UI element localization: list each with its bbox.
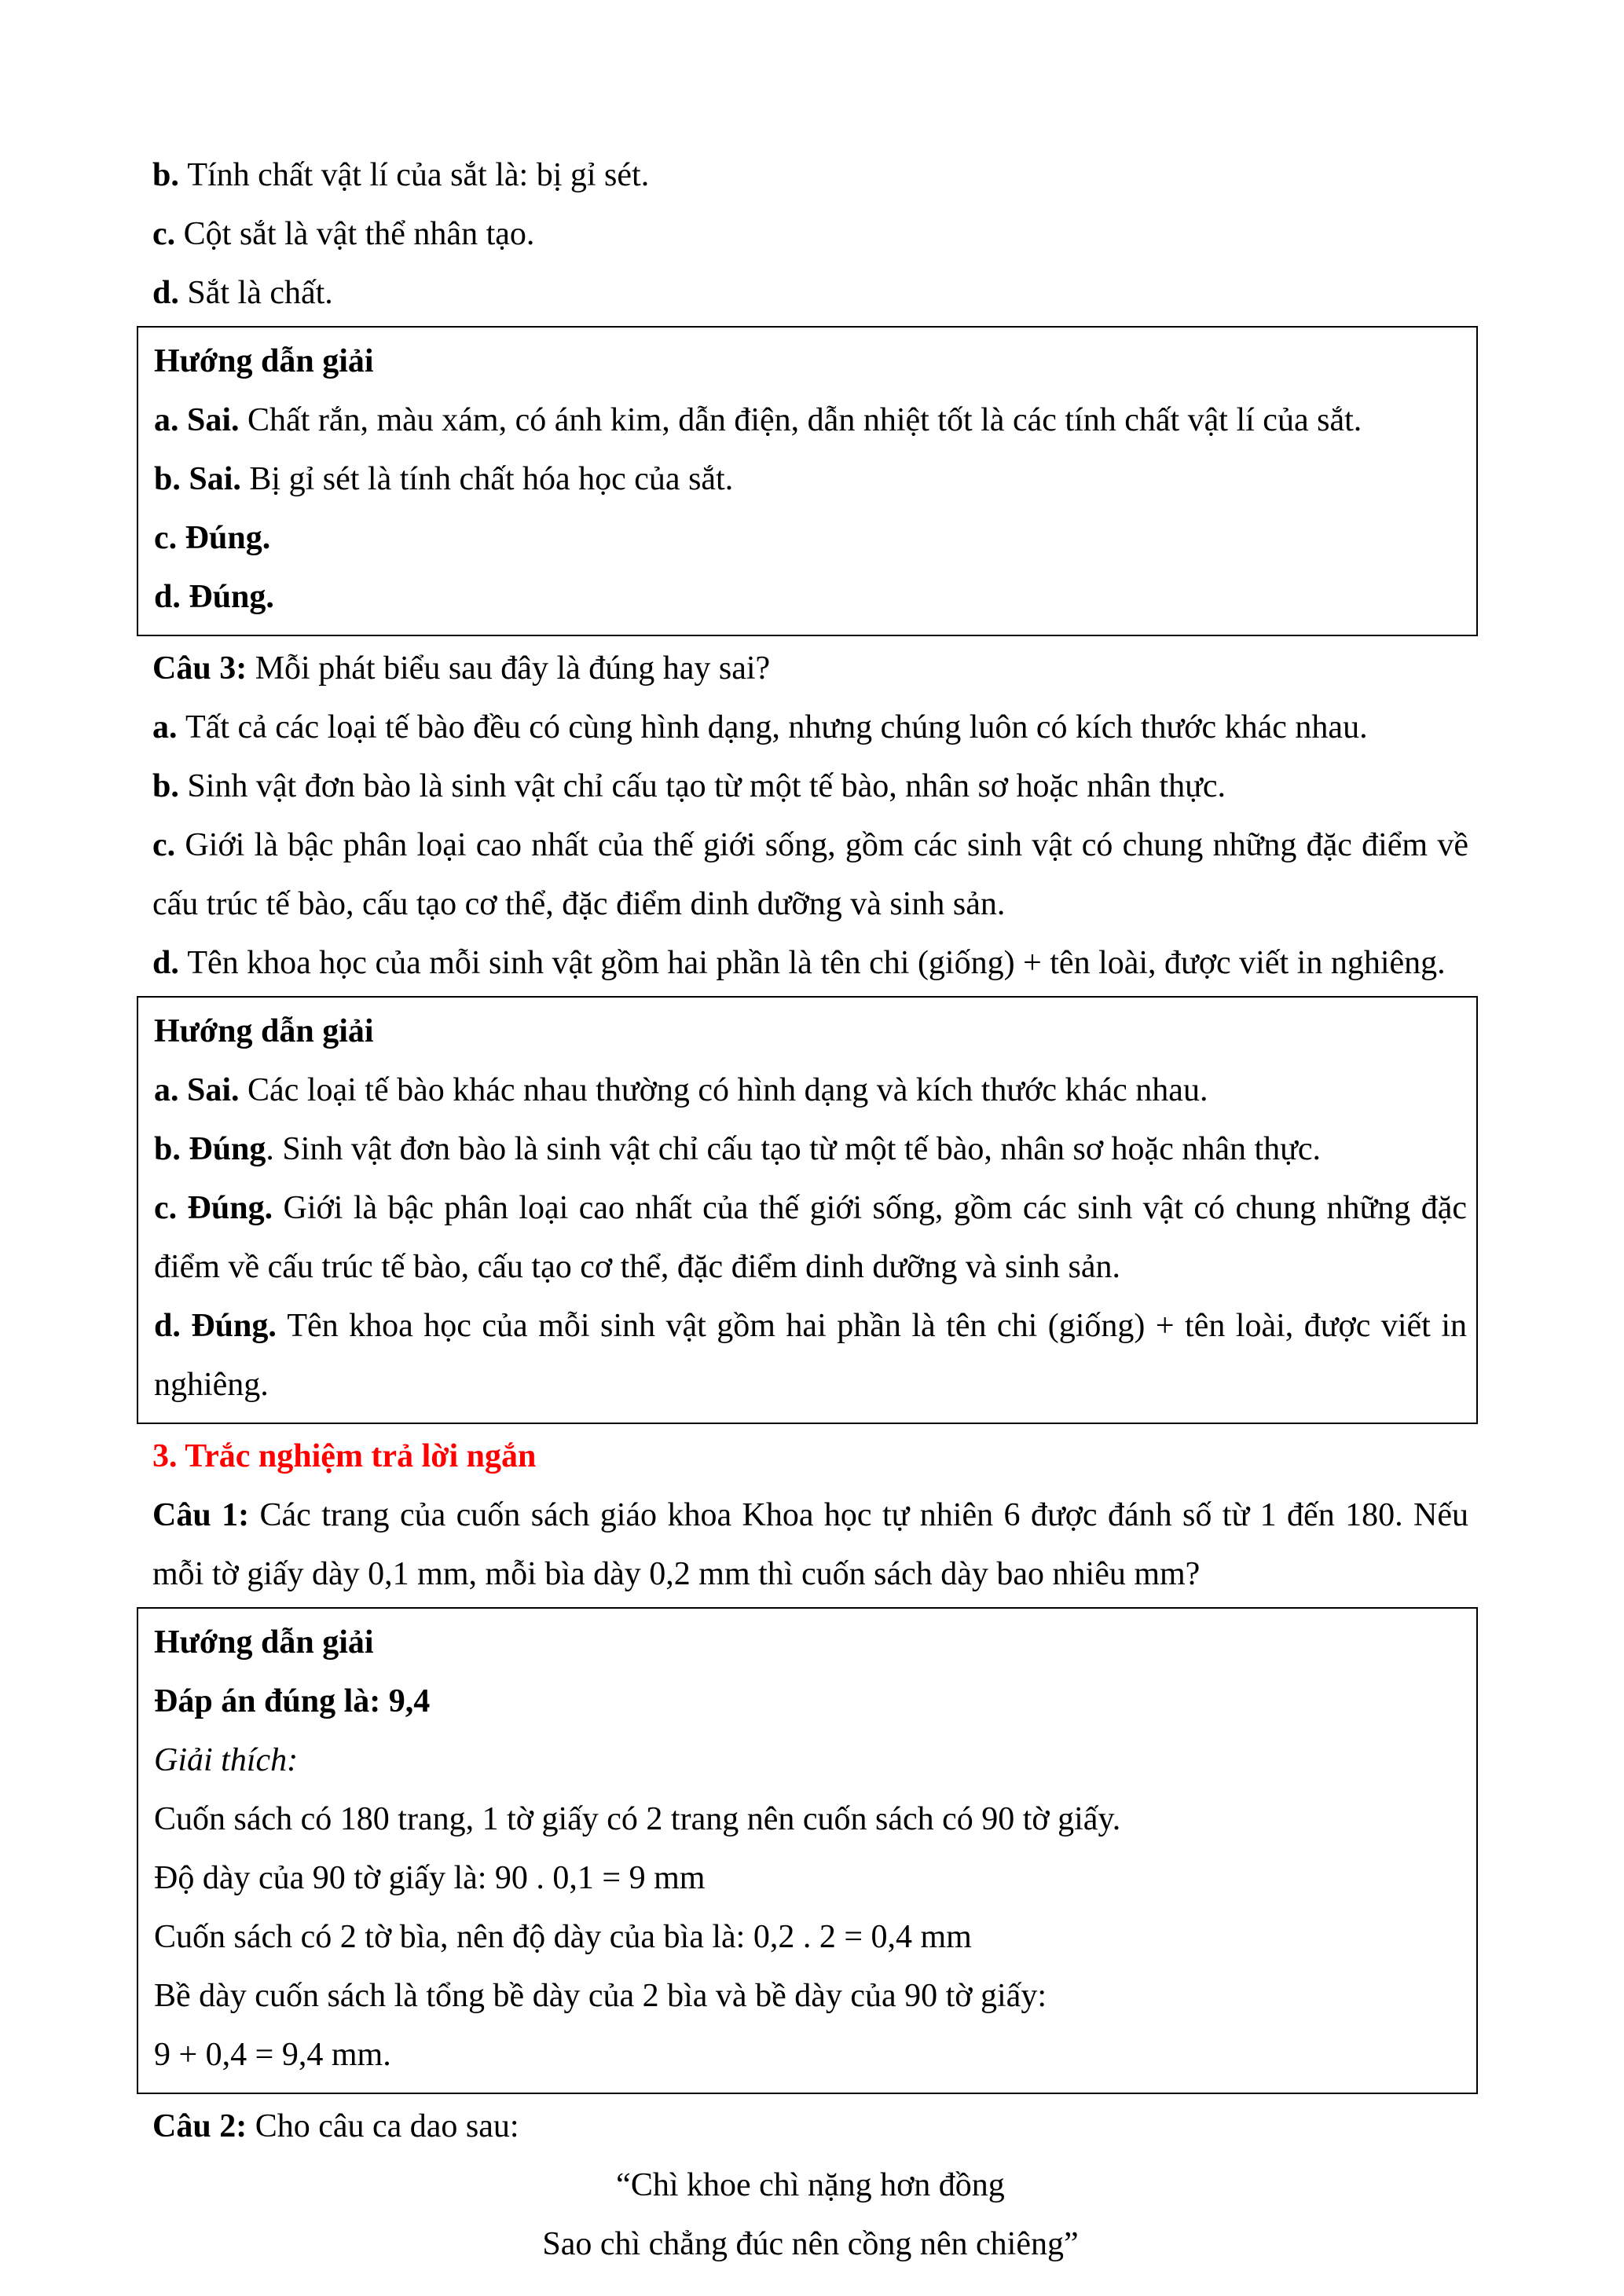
text-run: a. Sai. [154, 1072, 248, 1108]
text-run: Giới là bậc phân loại cao nhất của thế giới sống, gồm các sinh vật có chung những đặc điểm về cấu trúc tế bào, cấu tạo cơ thể, đặc điểm dinh dưỡng và sinh sản. [152, 827, 1468, 922]
text-run: Cột sắt là vật thể nhân tạo. [183, 216, 535, 252]
text-run: Sắt là chất. [187, 275, 333, 311]
text-run: a. Sai. [154, 402, 248, 438]
text-run: Tính chất vật lí của sắt là: bị gỉ sét. [187, 157, 650, 193]
solution-heading [154, 1002, 1467, 1061]
section-heading-3 [152, 1427, 1468, 1486]
explanation-line-4 [154, 1967, 1467, 2026]
answer-b [154, 450, 1467, 509]
text-run: Chất rắn, màu xám, có ánh kim, dẫn điện, dẫn nhiệt tốt là các tính chất vật lí của sắt. [247, 402, 1362, 438]
text-run: d. [152, 275, 188, 311]
answer-3d [154, 1297, 1467, 1415]
text-run: Cuốn sách có 180 trang, 1 tờ giấy có 2 trang nên cuốn sách có 90 tờ giấy. [154, 1801, 1121, 1837]
text-run: b. Sai. [154, 461, 250, 497]
solution-heading [154, 332, 1467, 391]
text-run: b. Đúng [154, 1131, 266, 1167]
verse-line-2 [152, 2215, 1468, 2274]
question-1 [152, 1486, 1468, 1604]
text-run: “Chì khoe chì nặng hơn đồng [616, 2167, 1005, 2203]
answer-d [154, 568, 1467, 627]
text-run: Các loại tế bào khác nhau thường có hình dạng và kích thước khác nhau. [247, 1072, 1208, 1108]
document-body [152, 146, 1468, 2274]
text-run: 9 + 0,4 = 9,4 mm. [154, 2037, 391, 2073]
question-2 [152, 2097, 1468, 2156]
text-run: Câu 3: [152, 650, 255, 687]
text-run: Bề dày cuốn sách là tổng bề dày của 2 bìa và bề dày của 90 tờ giấy: [154, 1978, 1047, 2014]
text-run: c. Đúng. [154, 1190, 284, 1226]
answer-c [154, 509, 1467, 568]
answer-a [154, 391, 1467, 450]
text-run: Hướng dẫn giải [154, 343, 374, 379]
answer-3b [154, 1120, 1467, 1179]
text-run: Tên khoa học của mỗi sinh vật gồm hai phần là tên chi (giống) + tên loài, được viết in nghiêng. [154, 1308, 1467, 1403]
verse-line-1 [152, 2156, 1468, 2215]
explanation-line-5 [154, 2026, 1467, 2085]
explanation-line-3 [154, 1908, 1467, 1967]
statement-3c [152, 816, 1468, 934]
text-run: Các trang của cuốn sách giáo khoa Khoa học tự nhiên 6 được đánh số từ 1 đến 180. Nếu mỗi tờ giấy dày 0,1 mm, mỗi bìa dày 0,2 mm thì cuốn sách dày bao nhiêu mm? [152, 1497, 1468, 1592]
solution-box-1 [137, 326, 1478, 636]
text-run: Hướng dẫn giải [154, 1013, 374, 1049]
text-run: Đáp án đúng là: 9,4 [154, 1683, 431, 1719]
solution-heading [154, 1613, 1467, 1672]
text-run: Giải thích: [154, 1742, 299, 1778]
statement-3a [152, 698, 1468, 757]
text-run: Cuốn sách có 2 tờ bìa, nên độ dày của bìa là: 0,2 . 2 = 0,4 mm [154, 1919, 972, 1955]
text-run: a. [152, 709, 185, 745]
statement-c [152, 205, 1468, 264]
text-run: c. Đúng. [154, 520, 271, 556]
text-run: Cho câu ca dao sau: [255, 2108, 519, 2144]
statement-3d [152, 934, 1468, 993]
question-3 [152, 639, 1468, 698]
answer-3a [154, 1061, 1467, 1120]
text-run: d. [152, 945, 188, 981]
text-run: Độ dày của 90 tờ giấy là: 90 . 0,1 = 9 mm [154, 1860, 706, 1896]
text-run: c. [152, 827, 185, 863]
text-run: Mỗi phát biểu sau đây là đúng hay sai? [255, 650, 771, 687]
explanation-line-1 [154, 1790, 1467, 1849]
text-run: Bị gỉ sét là tính chất hóa học của sắt. [249, 461, 734, 497]
text-run: Câu 1: [152, 1497, 260, 1533]
text-run: c. [152, 216, 184, 252]
text-run: d. Đúng. [154, 1308, 288, 1344]
statement-3b [152, 757, 1468, 816]
text-run: Sao chì chẳng đúc nên cồng nên chiêng” [542, 2226, 1079, 2262]
text-run: Sinh vật đơn bào là sinh vật chỉ cấu tạo từ một tế bào, nhân sơ hoặc nhân thực. [187, 768, 1226, 804]
statement-b [152, 146, 1468, 205]
text-run: 3. Trắc nghiệm trả lời ngắn [152, 1438, 537, 1474]
text-run: Hướng dẫn giải [154, 1624, 374, 1661]
answer-3c [154, 1179, 1467, 1297]
text-run: Tên khoa học của mỗi sinh vật gồm hai phần là tên chi (giống) + tên loài, được viết in nghiêng. [187, 945, 1446, 981]
text-run: . Sinh vật đơn bào là sinh vật chỉ cấu tạo từ một tế bào, nhân sơ hoặc nhân thực. [266, 1131, 1322, 1167]
text-run: b. [152, 768, 188, 804]
text-run: Tất cả các loại tế bào đều có cùng hình dạng, nhưng chúng luôn có kích thước khác nhau. [185, 709, 1368, 745]
text-run: Câu 2: [152, 2108, 255, 2144]
explanation-label [154, 1731, 1467, 1790]
explanation-line-2 [154, 1849, 1467, 1908]
correct-answer [154, 1672, 1467, 1731]
text-run: d. Đúng. [154, 579, 274, 615]
text-run: b. [152, 157, 188, 193]
solution-box-2 [137, 996, 1478, 1424]
statement-d [152, 264, 1468, 323]
solution-box-3 [137, 1607, 1478, 2094]
text-run: Giới là bậc phân loại cao nhất của thế giới sống, gồm các sinh vật có chung những đặc điểm về cấu trúc tế bào, cấu tạo cơ thể, đặc điểm dinh dưỡng và sinh sản. [154, 1190, 1467, 1285]
